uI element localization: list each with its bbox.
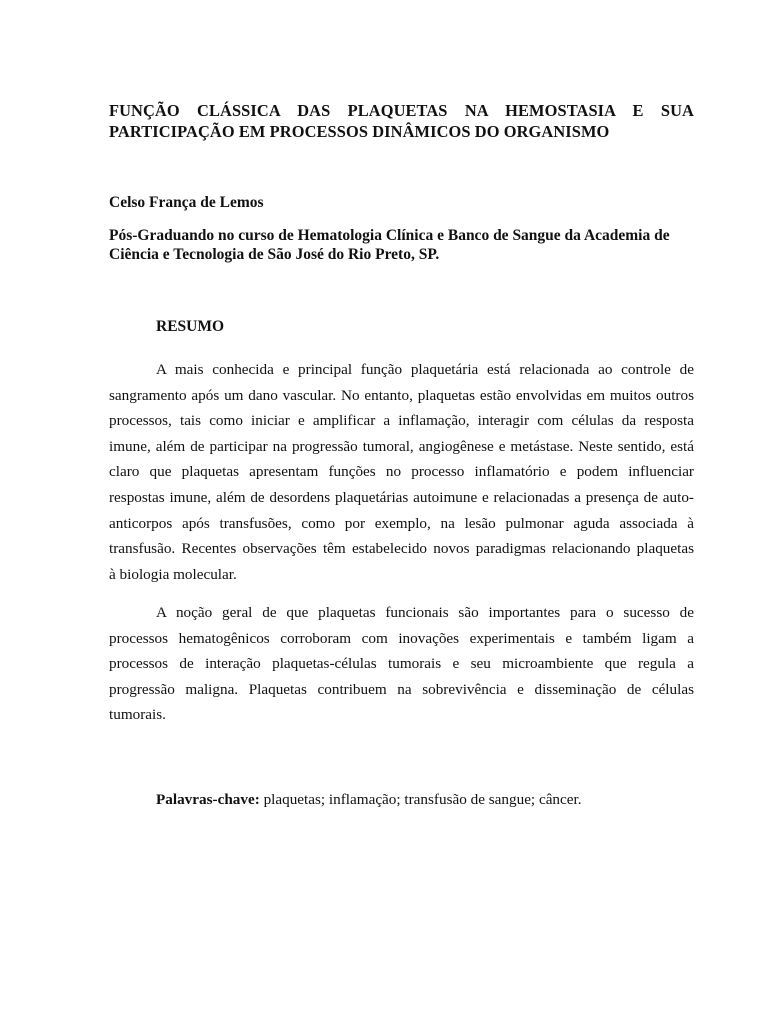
document-title — [109, 100, 694, 142]
abstract-paragraph — [109, 357, 694, 587]
paragraph-line: imune, além de participar na progressão tumoral, angiogênese e metástase. Neste sentido, está — [109, 437, 694, 455]
paragraph-line: tumorais. — [109, 706, 166, 724]
keywords-label: Palavras-chave: — [156, 791, 260, 808]
paragraph-line: transfusão. Recentes observações têm estabelecido novos paradigmas relacionando plaquetas — [109, 540, 694, 558]
abstract-heading: RESUMO — [156, 318, 225, 335]
affiliation-line-1: Pós-Graduando no curso de Hematologia Clínica e Banco de Sangue da Academia de — [109, 227, 670, 244]
paragraph-line: à biologia molecular. — [109, 565, 237, 583]
paragraph-line: processos, tais como iniciar e amplificar a inflamação, interagir com células da resposta — [109, 412, 694, 430]
paragraph-line: claro que plaquetas apresentam funções no processo inflamatório e podem influenciar — [109, 463, 694, 481]
paragraph-line: anticorpos após transfusões, como por exemplo, na lesão pulmonar aguda associada à — [109, 514, 694, 532]
keywords — [156, 790, 582, 810]
abstract-paragraph — [109, 600, 694, 728]
title-line-1: FUNÇÃO CLÁSSICA DAS PLAQUETAS NA HEMOSTASIA E SUA — [109, 101, 694, 120]
paragraph-line: progressão maligna. Plaquetas contribuem na sobrevivência e disseminação de células — [109, 680, 694, 698]
paragraph-line: A mais conhecida e principal função plaquetária está relacionada ao controle de — [156, 361, 694, 378]
paragraph-line: respostas imune, além de desordens plaquetárias autoimune e relacionadas a presença de auto- — [109, 488, 694, 506]
paragraph-line: processos de interação plaquetas-células tumorais e seu microambiente que regula a — [109, 655, 694, 673]
affiliation-line-2: Ciência e Tecnologia de São José do Rio Preto, SP. — [109, 246, 440, 263]
author-affiliation — [109, 226, 679, 264]
keywords-list: plaquetas; inflamação; transfusão de sangue; câncer. — [259, 791, 582, 808]
paragraph-line: sangramento após um dano vascular. No entanto, plaquetas estão envolvidas em muitos outros — [109, 386, 694, 404]
title-line-2: PARTICIPAÇÃO EM PROCESSOS DINÂMICOS DO ORGANISMO — [109, 122, 610, 141]
paragraph-line: A noção geral de que plaquetas funcionais são importantes para o sucesso de — [156, 604, 694, 621]
author-name: Celso França de Lemos — [109, 194, 264, 211]
paragraph-line: processos hematogênicos corroboram com inovações experimentais e também ligam a — [109, 629, 694, 647]
